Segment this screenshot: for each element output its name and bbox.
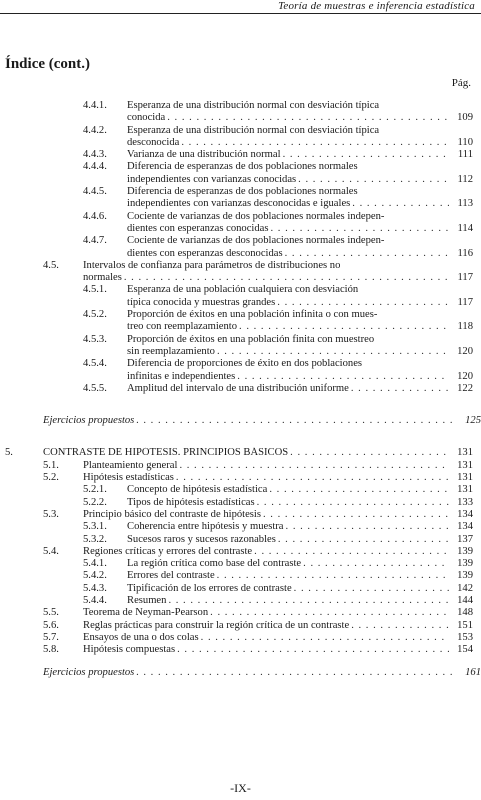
toc-entry[interactable]	[0, 607, 481, 619]
toc-entry-page: 111	[457, 149, 473, 161]
toc-entry-number: 4.4.6.	[83, 210, 107, 222]
toc-entry-title: Cociente de varianzas de dos poblaciones normales indepen-	[127, 210, 385, 222]
toc-entry[interactable]	[0, 447, 481, 459]
toc-entry-number: 4.5.4.	[83, 358, 107, 370]
toc-entry-page: 151	[457, 619, 473, 631]
toc-entry-page: 139	[457, 545, 473, 557]
toc-entry[interactable]	[0, 460, 481, 472]
toc-entry-page: 131	[457, 472, 473, 484]
toc-entry-page: 134	[457, 508, 473, 520]
toc-entry-page: 109	[457, 112, 473, 124]
toc-entry-page: 120	[457, 345, 473, 357]
toc-entry-title: Proporción de éxitos en una población infinita o con mues-	[127, 309, 378, 321]
toc-entry-title: Tipificación de los errores de contraste	[127, 582, 292, 594]
dot-leader	[351, 620, 449, 632]
toc-entry-title: sin reemplazamiento	[127, 345, 215, 357]
toc-entry-number: 5.	[5, 447, 13, 459]
toc-entry[interactable]	[0, 632, 481, 644]
dot-leader	[257, 497, 449, 509]
toc-entry-title: Ejercicios propuestos	[43, 415, 135, 427]
page-number: -IX-	[230, 781, 251, 795]
section-gap	[0, 656, 481, 667]
toc-entry-number: 4.5.	[43, 259, 59, 271]
dot-leader	[181, 137, 449, 149]
running-head: Teoría de muestras e inferencia estadística	[278, 0, 475, 12]
dot-leader	[271, 223, 450, 235]
toc-entry-title: Hipótesis compuestas	[83, 644, 176, 656]
toc-entry-title: Regiones críticas y errores del contraste	[83, 545, 253, 557]
toc-entry-title: Ensayos de una o dos colas	[83, 631, 199, 643]
toc-entry[interactable]	[0, 620, 481, 632]
toc-entry-title: Esperanza de una población cualquiera con desviación	[127, 284, 359, 296]
toc-entry-number: 5.4.4.	[83, 594, 107, 606]
toc-entry-title: Varianza de una distribución normal	[127, 149, 281, 161]
toc-entry-title: independientes con varianzas desconocidas e iguales	[127, 198, 351, 210]
toc-entry-title: normales	[83, 272, 122, 284]
toc-entry[interactable]	[0, 570, 481, 582]
dot-leader	[298, 174, 449, 186]
toc-entry-number: 5.2.	[43, 472, 59, 484]
toc-entry-page: 117	[457, 272, 473, 284]
toc-entry-number: 5.2.2.	[83, 496, 107, 508]
toc-entry-title: treo con reemplazamiento	[127, 321, 238, 333]
toc-entry-title: Reglas prácticas para construir la región crítica de un contraste	[83, 619, 350, 631]
dot-leader	[124, 272, 449, 284]
toc-entry-title: Concepto de hipótesis estadística	[127, 484, 268, 496]
toc-entry-number: 5.4.	[43, 545, 59, 557]
toc-entry-page: 116	[457, 247, 473, 259]
toc-entry-title: Principio básico del contraste de hipótesis	[83, 508, 261, 520]
toc-entry-number: 5.8.	[43, 644, 59, 656]
toc-entry-number: 5.2.1.	[83, 484, 107, 496]
toc-entry[interactable]	[0, 415, 481, 427]
toc-entry-title: Cociente de varianzas de dos poblaciones normales indepen-	[127, 235, 385, 247]
toc-entry-title: Diferencia de esperanzas de dos poblaciones normales	[127, 161, 358, 173]
dot-leader	[239, 321, 449, 333]
toc-entry-title: conocida	[127, 112, 166, 124]
toc-entry-title: Esperanza de una distribución normal con desviación típica	[127, 124, 380, 136]
header-rule	[0, 13, 481, 14]
toc-entry-title: desconocida	[127, 136, 180, 148]
toc-entry[interactable]	[0, 558, 481, 570]
toc-entry-title: Ejercicios propuestos	[43, 667, 135, 679]
toc-entry-title: independientes con varianzas conocidas	[127, 173, 297, 185]
toc-entry-number: 4.4.1.	[83, 100, 107, 111]
toc-entry-number: 4.5.5.	[83, 382, 107, 394]
dot-leader	[201, 632, 449, 644]
toc-entry[interactable]	[0, 235, 481, 260]
toc-entry-number: 5.4.1.	[83, 558, 107, 570]
toc-entry-number: 5.7.	[43, 631, 59, 643]
toc-entry[interactable]	[0, 484, 481, 496]
dot-leader	[176, 472, 449, 484]
dot-leader	[277, 297, 449, 309]
toc-entry-title: Errores del contraste	[127, 570, 215, 582]
dot-leader	[136, 667, 457, 679]
toc-entry[interactable]	[0, 534, 481, 546]
dot-leader	[285, 248, 449, 260]
toc-entry-page: 114	[457, 222, 473, 234]
toc-entry-title: Hipótesis estadísticas	[83, 472, 174, 484]
dot-leader	[303, 558, 449, 570]
toc-entry-title: Proporción de éxitos en una población finita con muestreo	[127, 333, 375, 345]
toc-entry-page: 161	[465, 667, 481, 679]
toc-entry[interactable]	[0, 667, 481, 679]
toc-entry-number: 5.1.	[43, 459, 59, 471]
toc-entry-number: 5.3.1.	[83, 521, 107, 533]
toc-entry[interactable]	[0, 161, 481, 186]
toc-entry-title: Planteamiento general	[83, 459, 178, 471]
toc-entry-number: 5.6.	[43, 619, 59, 631]
toc-entry-page: 139	[457, 558, 473, 570]
toc-entry-page: 148	[457, 607, 473, 619]
dot-leader	[283, 149, 449, 161]
toc-entry-number: 4.4.4.	[83, 161, 107, 173]
dot-leader	[210, 607, 449, 619]
table-of-contents	[0, 100, 481, 680]
toc-entry[interactable]	[0, 595, 481, 607]
toc-entry[interactable]	[0, 211, 481, 236]
dot-leader	[179, 460, 449, 472]
toc-entry-number: 5.3.	[43, 508, 59, 520]
toc-entry-page: 154	[457, 644, 473, 656]
dot-leader	[263, 509, 449, 521]
toc-entry-title: La región crítica como base del contraste	[127, 558, 302, 570]
toc-entry[interactable]	[0, 125, 481, 150]
toc-entry-page: 120	[457, 370, 473, 382]
dot-leader	[167, 112, 449, 124]
dot-leader	[351, 383, 449, 395]
page-column-label: Pág.	[451, 77, 471, 89]
toc-entry-title: Resumen	[127, 594, 167, 606]
toc-entry-number: 4.5.1.	[83, 284, 107, 296]
toc-entry[interactable]	[0, 334, 481, 359]
dot-leader	[217, 570, 449, 582]
dot-leader	[217, 346, 449, 358]
toc-entry-page: 118	[457, 321, 473, 333]
toc-entry-title: CONTRASTE DE HIPÓTESIS. PRINCIPIOS BÁSICOS	[43, 447, 289, 459]
toc-entry-title: dientes con esperanzas conocidas	[127, 222, 269, 234]
toc-entry-number: 5.4.2.	[83, 570, 107, 582]
toc-entry-number: 4.4.7.	[83, 235, 107, 247]
dot-leader	[269, 484, 449, 496]
dot-leader	[278, 534, 449, 546]
toc-entry-page: 110	[457, 136, 473, 148]
toc-entry-number: 4.4.3.	[83, 149, 107, 161]
toc-entry[interactable]	[0, 497, 481, 509]
toc-entry-title: infinitas e independientes	[127, 370, 236, 382]
toc-entry-title: Intervalos de confianza para parámetros de distribuciones no	[83, 259, 341, 271]
dot-leader	[254, 546, 449, 558]
toc-entry[interactable]	[0, 472, 481, 484]
toc-entry-title: dientes con esperanzas desconocidas	[127, 247, 283, 259]
toc-entry[interactable]	[0, 358, 481, 383]
toc-entry-page: 131	[457, 459, 473, 471]
dot-leader	[290, 447, 449, 459]
toc-entry-page: 133	[457, 496, 473, 508]
toc-entry-number: 5.3.2.	[83, 533, 107, 545]
toc-entry-page: 113	[457, 198, 473, 210]
section-gap	[0, 427, 481, 447]
toc-entry-page: 134	[457, 521, 473, 533]
toc-entry-number: 4.5.2.	[83, 309, 107, 321]
toc-entry-number: 4.5.3.	[83, 333, 107, 345]
dot-leader	[168, 595, 449, 607]
toc-entry-page: 117	[457, 296, 473, 308]
index-title: Índice (cont.)	[5, 56, 90, 72]
toc-entry-page: 131	[457, 484, 473, 496]
dot-leader	[177, 644, 449, 656]
toc-entry-title: Tipos de hipótesis estadísticas	[127, 496, 255, 508]
toc-entry-title: Coherencia entre hipótesis y muestra	[127, 521, 284, 533]
toc-entry[interactable]	[0, 509, 481, 521]
toc-entry[interactable]	[0, 546, 481, 558]
toc-entry-page: 142	[457, 582, 473, 594]
toc-entry-title: Esperanza de una distribución normal con desviación típica	[127, 100, 380, 111]
toc-entry[interactable]	[0, 100, 481, 125]
toc-entry-page: 125	[465, 415, 481, 427]
toc-entry-page: 137	[457, 533, 473, 545]
toc-entry-number: 4.4.2.	[83, 124, 107, 136]
toc-entry-title: Diferencia de proporciones de éxito en dos poblaciones	[127, 358, 363, 370]
toc-entry[interactable]	[0, 383, 481, 395]
toc-entry[interactable]	[0, 644, 481, 656]
dot-leader	[352, 198, 449, 210]
section-gap	[0, 395, 481, 415]
dot-leader	[136, 415, 457, 427]
toc-entry-page: 139	[457, 570, 473, 582]
toc-entry[interactable]	[0, 309, 481, 334]
toc-entry-number: 5.4.3.	[83, 582, 107, 594]
toc-entry[interactable]	[0, 186, 481, 211]
toc-entry-title: típica conocida y muestras grandes	[127, 296, 276, 308]
dot-leader	[286, 521, 449, 533]
toc-entry[interactable]	[0, 284, 481, 309]
toc-entry-number: 5.5.	[43, 607, 59, 619]
toc-entry-title: Amplitud del intervalo de una distribución uniforme	[127, 382, 349, 394]
toc-entry-number: 4.4.5.	[83, 186, 107, 198]
toc-entry-title: Sucesos raros y sucesos razonables	[127, 533, 276, 545]
toc-entry-page: 153	[457, 631, 473, 643]
toc-entry-title: Diferencia de esperanzas de dos poblaciones normales	[127, 186, 358, 198]
toc-entry-page: 131	[457, 447, 473, 459]
toc-entry[interactable]	[0, 521, 481, 533]
dot-leader	[294, 583, 449, 595]
toc-entry[interactable]	[0, 583, 481, 595]
toc-entry[interactable]	[0, 149, 481, 161]
toc-entry-page: 122	[457, 382, 473, 394]
toc-entry[interactable]	[0, 260, 481, 285]
toc-entry-page: 112	[457, 173, 473, 185]
toc-entry-page: 144	[457, 594, 473, 606]
dot-leader	[237, 371, 449, 383]
toc-entry-title: Teorema de Neyman-Pearson	[83, 607, 209, 619]
